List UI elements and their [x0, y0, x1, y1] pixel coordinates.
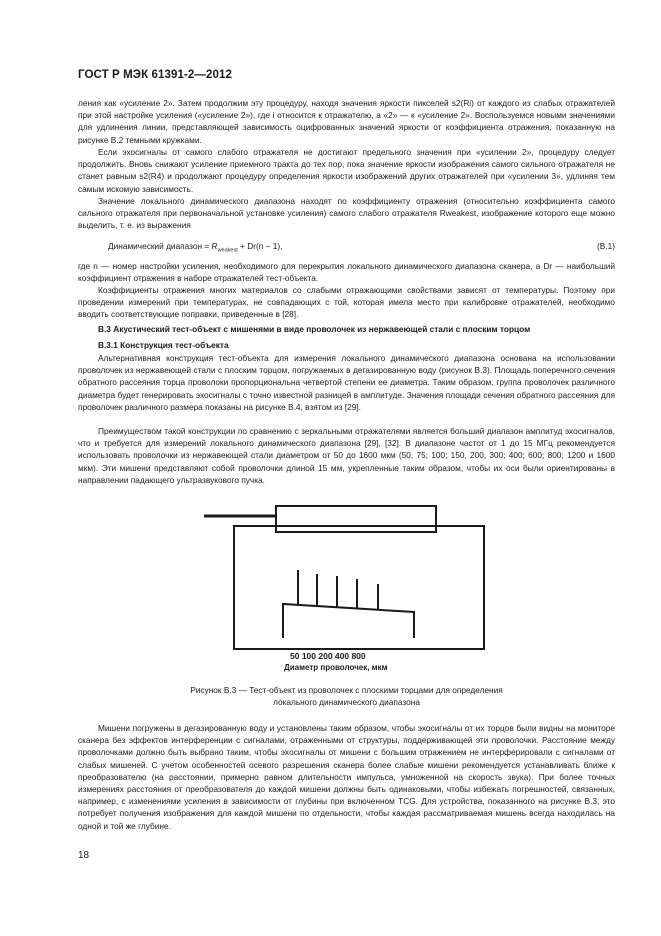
figure-axis-label: Диаметр проволочек, мкм	[284, 663, 388, 672]
formula-rhs: + Dr(n − 1),	[237, 241, 283, 251]
document-header: ГОСТ Р МЭК 61391-2—2012	[78, 69, 232, 81]
figure-tick-labels: 50 100 200 400 800	[290, 651, 366, 661]
wire-holder	[283, 604, 414, 638]
paragraph-p1: ления как «усиление 2». Затем продолжим эту процедуру, находя значения яркости пикселей s2(Ri) от каждого из слабых отражателей при этой настройке усиления («усиление 2»), где i относится к отражателю, а «2» — к «усиление 2». Воспользуемся новыми значениями для удлинения линии, представляющей зависимость оцифрованных значений яркости от коэффициента отражения, показанную на рисунке В.2 темными кружками.	[78, 98, 615, 145]
water-tank	[234, 526, 484, 649]
paragraph-p4: где n — номер настройки усиления, необходимого для перекрытия локального динамического диапазона сканера, а Dr — наибольший коэффициент отражения в наборе отражателей тест-объекта.	[78, 261, 615, 284]
paragraph-p2: Если эхосигналы от самого слабого отражателя не достигают предельного значения при «усилении 2», процедуру следует продолжить. Вновь снижают усиление приемного тракта до тех пор, пока значение яркости изображения самого сильного отражателя не станет равным s2(R4) и продолжают процедуру определения яркости изображений других отражателей при «усилении 3», удлиняя тем самым искомую зависимость.	[78, 147, 615, 194]
figure-b3-diagram	[0, 500, 661, 680]
section-heading-b31: В.3.1 Конструкция тест-объекта	[98, 340, 229, 350]
figure-caption-line1: Рисунок В.3 — Тест-объект из проволочек с плоскими торцами для определения	[190, 685, 503, 695]
paragraph-p7: Преимуществом такой конструкции по сравнению с зеркальными отражателями является больший диапазон амплитуд эхосигналов, что и требуется для измерений локального динамического диапазона [29], [32]. В диапазоне частот от 1 до 15 МГц рекомендуется использовать проволочки из нержавеющей стали диаметром от 50 до 1600 мкм (50, 75; 100; 150, 200, 300; 400; 600; 800; 1200 и 1600 мкм). Эти мишени представляют собой проволочки длиной 15 мм, укрепленные таким образом, чтобы их оси были ориентированы в направлении падающего ультразвукового пучка.	[78, 426, 615, 485]
formula-b1	[108, 240, 615, 257]
paragraph-p6: Альтернативная конструкция тест-объекта для измерения локального динамического диапазона основана на использовании проволочек из нержавеющей стали с плоским торцом, погружаемых в дегазированную воду (рисунок В.3). Площадь поперечного сечения обратного рассеяния торца проволоки пропорциональна четвертой степени ее диаметра. Таким образом, группа проволочек различного диаметра будет генерировать эхосигналы с точно известной разницей в амплитуде. Значения площади сечения обратного рассеяния для проволочек различного размера показаны на рисунке В.4, взятом из [29].	[78, 353, 615, 412]
formula-lhs: Динамический диапазон =	[108, 241, 212, 251]
formula-r-sub: weakest	[217, 247, 238, 254]
formula-number: (B.1)	[597, 241, 615, 251]
paragraph-p3: Значение локального динамического диапазона находят по коэффициенту отражения (относительно коэффициента самого сильного отражателя при первоначальной установке усиления) самого слабого отражателя Rweakest, изображение которого еще можно выделить, т. е. из выражения	[78, 196, 615, 231]
transducer-block	[276, 506, 436, 532]
formula-r: R	[211, 241, 218, 251]
figure-caption	[78, 685, 615, 708]
section-heading-b3: В.3 Акустический тест-объект с мишенями в виде проволочек из нержавеющей стали с плоским торцом	[98, 324, 531, 334]
figure-caption-line2: локального динамического диапазона	[273, 696, 420, 707]
page-number: 18	[78, 850, 90, 861]
paragraph-p8: Мишени погружены в дегазированную воду и установлены таким образом, чтобы эхосигналы от их торцов были видны на мониторе сканера без эффектов интерференции с сигналами, отраженными от структуры, поддерживающей эти проволочки. Расстояние между проволочками должно быть выбрано таким, чтобы эхосигналы от мишени с большим отражением не интерферировали с сигналами от слабых мишеней. С учетом особенностей осевого разрешения сканера более слабые мишени рекомендуется устанавливать ближе к преобразователю (на расстоянии, примерно равном длительности импульса, умноженной на скорость звука). При более точных измерениях расстояния от преобразователя до каждой мишени должны быть одинаковыми, чтобы избежать погрешностей, связанных, например, с изменениями усиления в зависимости от глубины при включенном TCG. Для устройства, показанного на рисунке В.3, это потребует получения изображения для каждой мишени по отдельности, чтобы каждая рассматриваемая мишень всегда находилась на одной и той же глубине.	[78, 723, 615, 831]
paragraph-p5: Коэффициенты отражения многих материалов со слабыми отражающими свойствами зависят от температуры. Поэтому при проведении измерений при температурах, не совпадающих с той, которая имела место при калибровке отражателей, необходимо вводить соответствующие поправки, приведенные в [28].	[78, 285, 615, 320]
